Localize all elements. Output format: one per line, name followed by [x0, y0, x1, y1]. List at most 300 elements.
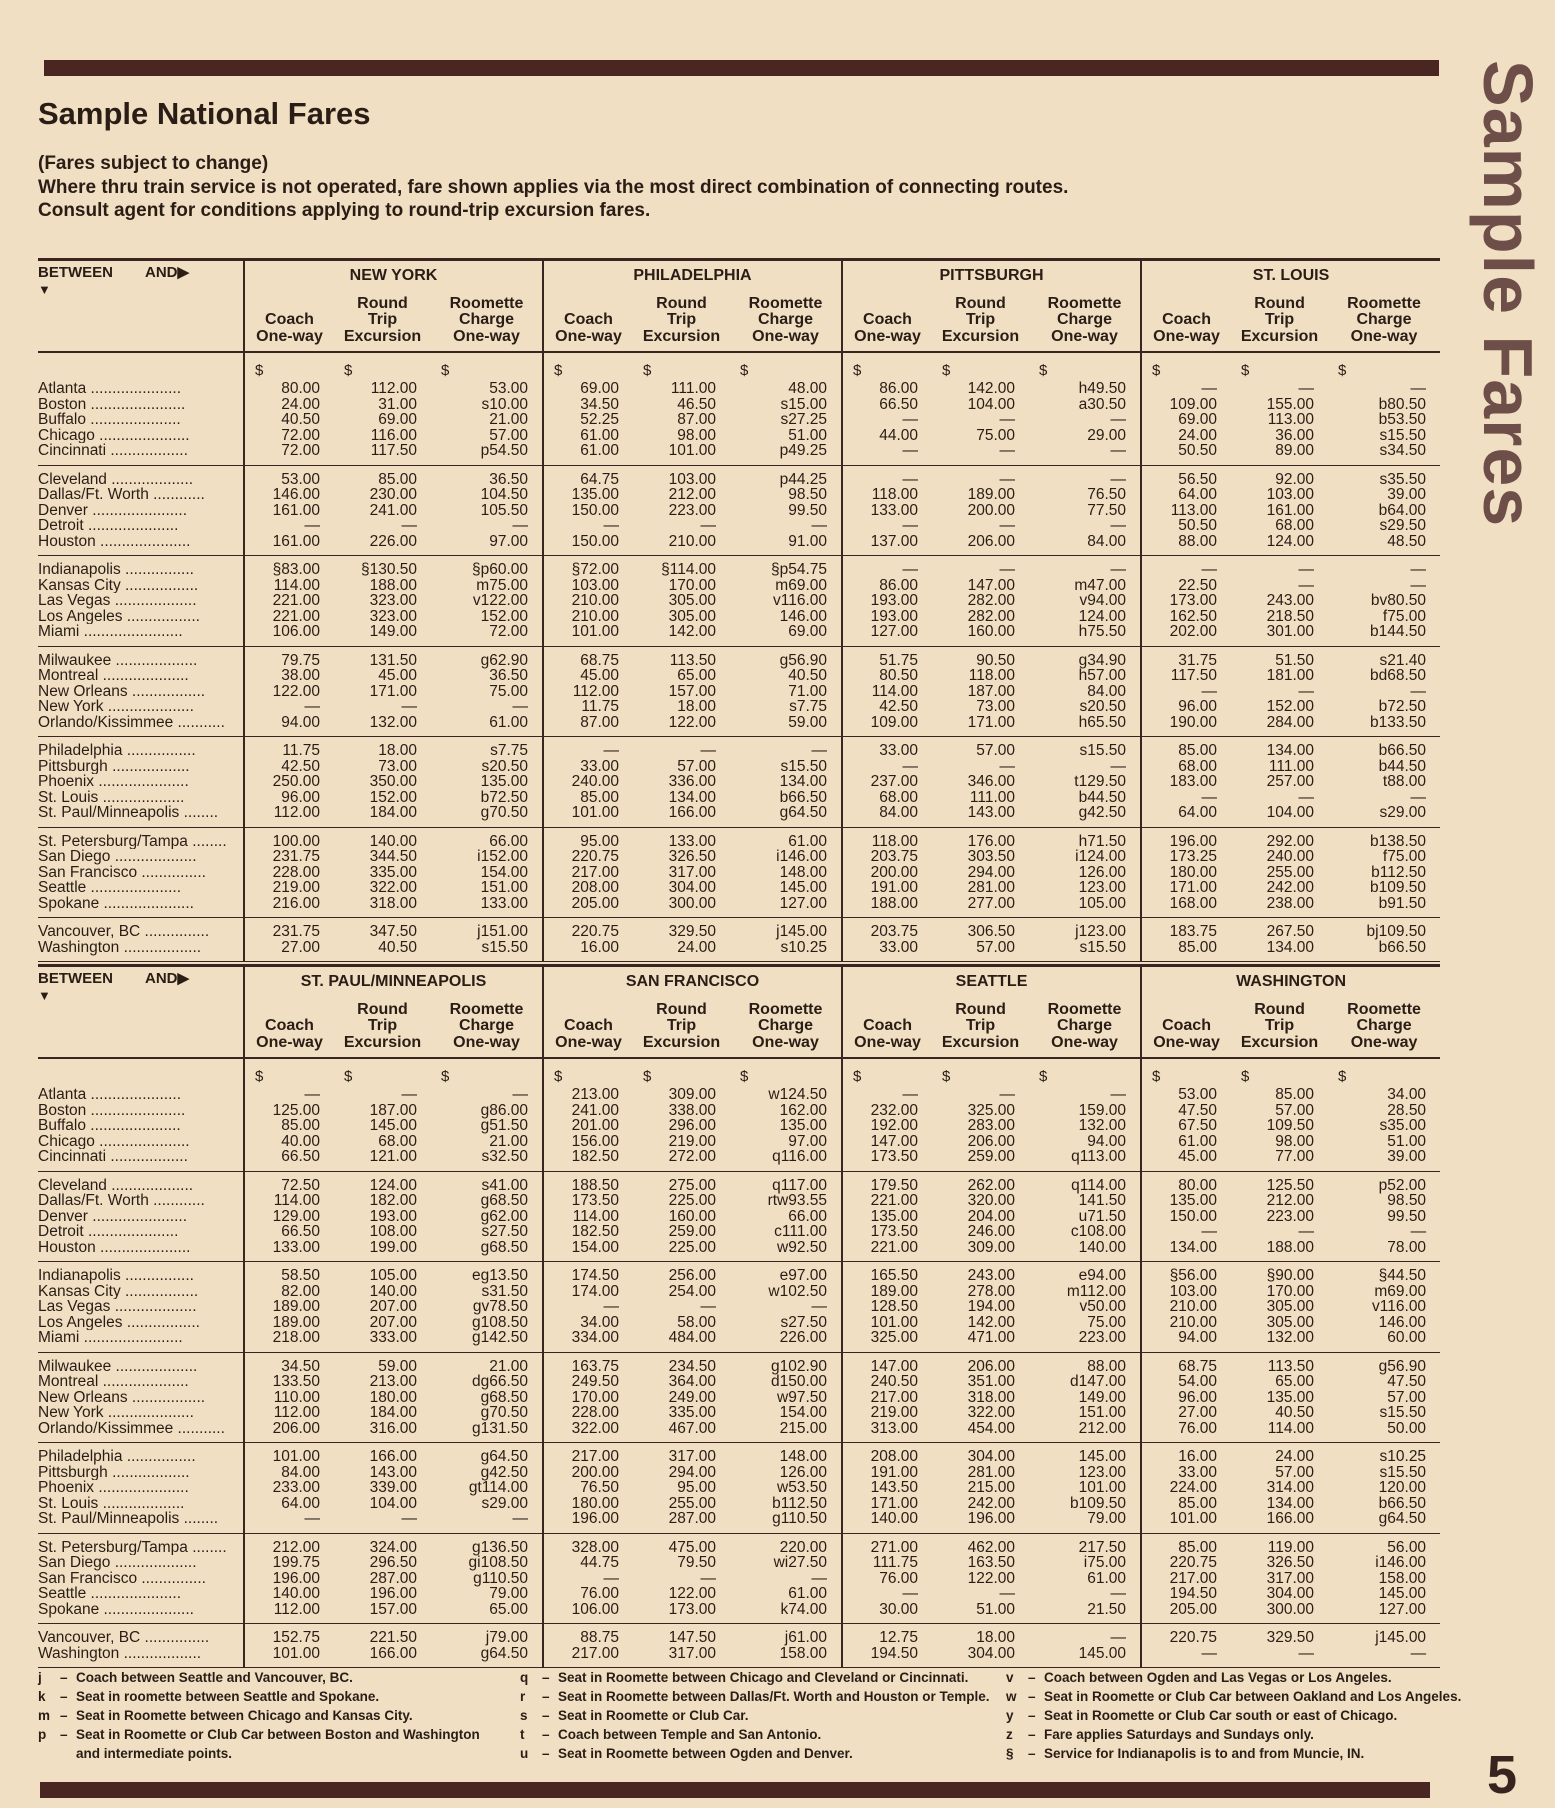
fare-value: —	[842, 1087, 932, 1103]
fare-value: 296.50	[369, 1554, 417, 1571]
fare-value: 76.50	[543, 1480, 633, 1496]
fare-value: 103.00	[543, 578, 633, 594]
fare-value: 146.00	[244, 487, 334, 503]
fare-value: —	[543, 518, 633, 534]
fare-value: 191.00	[842, 880, 932, 896]
fare-value: 206.00	[967, 1357, 1016, 1375]
fare-value: g110.50	[473, 1569, 528, 1587]
dollar-sign: $	[740, 362, 749, 379]
fare-value: j151.00	[477, 923, 528, 940]
legend-item	[38, 1687, 480, 1706]
dollar-sign: $	[643, 362, 652, 379]
and-label: AND▶	[145, 264, 190, 281]
table-row	[38, 443, 1440, 465]
column-header-coach: Coach One-way	[1141, 997, 1231, 1058]
dollar-sign: $	[1241, 1068, 1250, 1085]
fare-value: 33.00	[1141, 1465, 1231, 1481]
fare-value: 31.75	[1141, 646, 1231, 668]
fare-value: 223.00	[668, 501, 716, 519]
fare-value: 467.00	[633, 1421, 730, 1443]
fare-value: 21.00	[489, 1357, 528, 1375]
legend-text: Seat in Roomette or Club Car south or east of Chicago.	[1044, 1708, 1398, 1723]
table-row	[38, 699, 1440, 715]
fare-value: s20.50	[481, 757, 528, 775]
fare-value: 129.00	[244, 1209, 334, 1225]
destination-header: PHILADELPHIA	[543, 260, 842, 292]
and-label: AND▶	[145, 970, 190, 987]
fare-value: 77.00	[1231, 1149, 1328, 1171]
fare-value: 282.00	[967, 592, 1015, 609]
fare-value: 208.00	[543, 880, 633, 896]
legend-key: §	[1006, 1746, 1014, 1761]
fare-value: 64.75	[543, 465, 633, 487]
fare-value: 199.00	[334, 1240, 431, 1262]
fare-value: —	[512, 1086, 528, 1103]
fare-value: 98.50	[788, 486, 827, 503]
fare-value: 217.00	[543, 1443, 633, 1465]
fare-value: 51.00	[788, 426, 827, 444]
fare-value: 99.50	[1387, 1207, 1427, 1225]
fare-value: 173.50	[842, 1149, 932, 1171]
fare-value: 148.00	[779, 1448, 828, 1465]
fare-value: 180.00	[369, 1388, 417, 1406]
fare-value: —	[700, 742, 716, 759]
legend-text: Coach between Temple and San Antonio.	[558, 1727, 822, 1742]
dollar-sign: $	[441, 362, 450, 379]
fare-value: —	[543, 1571, 633, 1587]
fare-value: g68.50	[431, 1240, 543, 1262]
fare-value: —	[842, 443, 932, 465]
fare-value: 61.00	[788, 832, 827, 850]
fare-value: —	[842, 465, 932, 487]
fare-value: —	[1110, 517, 1127, 534]
table-row	[38, 1571, 1440, 1587]
fare-value: 73.00	[378, 757, 417, 775]
table-row	[38, 646, 1440, 668]
note-line: Where thru train service is not operated, fare shown applies via the most direct combination of connecting routes.	[38, 176, 1069, 198]
fare-value: 151.00	[1078, 1404, 1127, 1421]
fare-value: 112.00	[244, 1405, 334, 1421]
fare-value: 256.00	[668, 1267, 716, 1284]
fare-value: 294.00	[668, 1463, 716, 1481]
fare-value: 123.00	[1078, 879, 1127, 896]
legend-key: q	[520, 1670, 529, 1685]
fare-value: wi27.50	[773, 1554, 828, 1571]
fare-value: 133.00	[668, 832, 716, 850]
fare-value: 122.00	[668, 1585, 716, 1602]
fare-value: 66.50	[244, 1149, 334, 1171]
fare-value: 228.00	[543, 1405, 633, 1421]
fare-value: g64.50	[1328, 1511, 1440, 1533]
fare-value: 126.00	[779, 1463, 828, 1481]
fare-value: s29.00	[481, 1494, 528, 1512]
fare-value: 216.00	[244, 896, 334, 918]
fare-value: —	[1141, 684, 1231, 700]
fare-value: p52.00	[1378, 1176, 1427, 1194]
fare-value: 118.00	[842, 827, 932, 849]
fare-value: 283.00	[967, 1117, 1016, 1134]
fare-value: 206.00	[932, 534, 1029, 556]
table-row	[38, 865, 1440, 881]
fare-value: g62.00	[480, 1207, 528, 1225]
fare-value: 72.00	[244, 443, 334, 465]
fare-value: 182.50	[543, 1149, 633, 1171]
fare-value: 173.00	[633, 1602, 730, 1624]
fare-value: 155.00	[1266, 395, 1315, 413]
city-name: Houston .....................	[38, 534, 244, 556]
fare-value: 240.00	[543, 774, 633, 790]
fare-value: i152.00	[477, 848, 528, 865]
fare-value: 336.00	[668, 773, 716, 790]
fare-value: 305.00	[1266, 1313, 1315, 1331]
legend-key: v	[1006, 1670, 1014, 1685]
legend-text: Seat in Roomette between Chicago and Cleveland or Cincinnati.	[558, 1670, 969, 1685]
fare-value: b64.00	[1378, 501, 1427, 519]
fare-value: 221.00	[244, 609, 334, 625]
fare-value: 39.00	[1328, 1149, 1440, 1171]
fare-value: 275.00	[668, 1176, 716, 1194]
fare-value: 94.00	[1087, 1132, 1127, 1150]
fare-value: 44.00	[842, 428, 932, 444]
fare-value: 171.00	[369, 682, 417, 700]
fare-value: 156.00	[543, 1134, 633, 1150]
fare-value: s27.25	[780, 411, 827, 428]
fare-value: 133.00	[244, 1240, 334, 1262]
fare-value: g56.90	[1378, 1357, 1427, 1375]
legend-key: r	[520, 1689, 526, 1704]
fare-value: c108.00	[1070, 1223, 1127, 1240]
fare-value: 85.00	[1141, 1533, 1231, 1555]
side-title: Sample Fares	[1469, 60, 1547, 528]
fare-value: 322.00	[967, 1404, 1016, 1421]
fare-value: 38.00	[244, 668, 334, 684]
fare-value: —	[1298, 1223, 1315, 1240]
fare-value: 105.00	[369, 1267, 417, 1284]
city-name: Washington ..................	[38, 940, 244, 962]
fare-value: i146.00	[776, 848, 827, 865]
fare-value: b66.50	[1378, 1494, 1427, 1512]
fare-value: 255.00	[1266, 863, 1315, 881]
fare-value: —	[700, 1569, 716, 1587]
fare-value: 262.00	[967, 1176, 1016, 1194]
fare-value: i146.00	[1375, 1554, 1427, 1571]
fare-value: 64.00	[244, 1496, 334, 1512]
fare-value: 112.00	[244, 1602, 334, 1624]
legend-dash: –	[542, 1727, 550, 1742]
city-name: Chicago .....................	[38, 427, 190, 443]
fare-value: 57.00	[1275, 1101, 1315, 1119]
fare-value: f75.00	[1382, 607, 1427, 625]
fare-value: 137.00	[842, 534, 932, 556]
fare-value: —	[543, 737, 633, 759]
fare-value: —	[1410, 576, 1427, 594]
fare-value: 53.00	[244, 465, 334, 487]
legend-key: p	[38, 1727, 47, 1742]
fare-value: 313.00	[842, 1421, 932, 1443]
fare-value: 98.50	[1387, 1192, 1427, 1209]
fare-value: 134.00	[1231, 940, 1328, 962]
table-row	[38, 1390, 1440, 1406]
fare-value: 40.00	[244, 1134, 334, 1150]
fare-value: 163.75	[543, 1352, 633, 1374]
fare-value: s31.50	[481, 1282, 528, 1300]
fare-value: 147.00	[842, 1352, 932, 1374]
fare-value: 72.00	[244, 428, 334, 444]
fare-value: 168.00	[1141, 896, 1231, 918]
fare-value: 304.00	[967, 1448, 1016, 1465]
fare-value: v116.00	[772, 592, 827, 609]
city-name: Cleveland ...................	[38, 470, 194, 487]
legend-key: s	[520, 1708, 528, 1723]
column-header-coach: Coach One-way	[543, 291, 633, 352]
fare-value: q116.00	[730, 1149, 842, 1171]
fare-value: 28.50	[1387, 1101, 1427, 1119]
fare-value: 317.00	[633, 1646, 730, 1668]
fare-value: eg13.50	[471, 1267, 528, 1284]
fare-value: 68.00	[378, 1132, 417, 1150]
table-row	[38, 1533, 1440, 1555]
fare-value: §83.00	[244, 556, 334, 578]
fare-value: 191.00	[842, 1465, 932, 1481]
fare-value: —	[999, 1585, 1016, 1602]
fare-value: g110.50	[730, 1511, 842, 1533]
fare-value: 75.00	[1087, 1313, 1127, 1331]
fare-value: 462.00	[967, 1538, 1016, 1556]
down-arrow-icon: ▼	[38, 281, 51, 297]
note-line: Consult agent for conditions applying to round-trip excursion fares.	[38, 200, 651, 221]
fare-value: 101.00	[244, 1443, 334, 1465]
fare-value: s7.75	[490, 742, 528, 759]
fare-value: 75.00	[976, 426, 1015, 444]
between-label: BETWEEN	[38, 264, 113, 281]
fare-value: 42.50	[244, 759, 334, 775]
fare-value: 31.00	[378, 395, 417, 413]
fare-value: 84.00	[1029, 534, 1141, 556]
fare-value: —	[700, 1298, 716, 1315]
fare-value: b53.50	[1378, 411, 1427, 428]
fare-value: 82.00	[244, 1284, 334, 1300]
fare-value: 77.50	[1087, 501, 1127, 519]
table-row	[38, 1496, 1440, 1512]
fare-value: 18.00	[378, 742, 417, 759]
fare-value: s15.50	[431, 940, 543, 962]
city-name: Seattle .....................	[38, 1586, 181, 1602]
fare-value: 109.00	[842, 715, 932, 737]
fare-value: 189.00	[842, 1284, 932, 1300]
fare-value: i75.00	[1083, 1554, 1127, 1571]
fare-value: 140.00	[1029, 1240, 1141, 1262]
legend-item	[520, 1668, 990, 1687]
fare-value: 84.00	[1087, 682, 1127, 700]
fare-value: 112.00	[370, 380, 417, 397]
fare-value: 99.50	[788, 501, 827, 519]
fare-value: 88.00	[1087, 1357, 1127, 1375]
fare-value: j61.00	[784, 1629, 828, 1646]
fare-value: 180.00	[1141, 865, 1231, 881]
fare-value: v94.00	[1079, 592, 1127, 609]
destination-header: WASHINGTON	[1141, 966, 1440, 998]
city-name: St. Petersburg/Tampa ........	[38, 1538, 227, 1555]
table-row	[38, 428, 1440, 444]
fare-value: 119.00	[1267, 1538, 1315, 1556]
fare-value: 94.00	[244, 715, 334, 737]
fare-value: 76.00	[842, 1571, 932, 1587]
fare-value: 27.00	[244, 940, 334, 962]
fare-value: 71.00	[788, 682, 827, 700]
city-name: Atlanta .....................	[38, 381, 181, 397]
fare-value: 334.00	[543, 1330, 633, 1352]
dollar-sign: $	[441, 1068, 450, 1085]
fare-value: 46.50	[677, 395, 716, 413]
fare-value: j145.00	[776, 923, 827, 940]
city-name: Kansas City .................	[38, 577, 199, 593]
fare-value: 150.00	[1141, 1209, 1231, 1225]
fare-value: g68.50	[480, 1388, 528, 1406]
page-number: 5	[1486, 1745, 1518, 1805]
destination-header: PITTSBURGH	[842, 260, 1141, 292]
fare-value: 219.00	[842, 1405, 932, 1421]
fare-value: s15.00	[780, 395, 827, 413]
fare-value: e94.00	[1078, 1267, 1127, 1284]
fare-value: §p60.00	[471, 561, 528, 578]
fare-value: 84.00	[244, 1465, 334, 1481]
fare-value: 58.50	[244, 1262, 334, 1284]
fare-value: 454.00	[932, 1421, 1029, 1443]
fare-value: 322.00	[369, 879, 417, 896]
fare-value: 112.00	[543, 684, 633, 700]
dollar-sign: $	[643, 1068, 652, 1085]
fare-value: bv80.50	[1370, 592, 1427, 609]
column-header-roomette: Roomette Charge One-way	[449, 1000, 524, 1051]
fare-value: rtw93.55	[767, 1192, 828, 1209]
fare-value: 124.00	[1231, 534, 1328, 556]
fare-value: 213.00	[543, 1087, 633, 1103]
fare-value: —	[244, 518, 334, 534]
fare-value: 278.00	[967, 1282, 1016, 1300]
fare-value: 194.50	[1141, 1586, 1231, 1602]
city-name: Philadelphia ................	[38, 742, 196, 759]
table-row	[38, 1443, 1440, 1465]
fare-value: —	[811, 742, 827, 759]
fare-value: 36.50	[489, 470, 528, 488]
fare-value: 66.00	[489, 832, 528, 850]
fare-value: 249.00	[668, 1388, 716, 1406]
fare-value: 11.75	[244, 737, 334, 759]
fare-value: h57.00	[1078, 667, 1127, 684]
table-row	[38, 624, 1440, 646]
column-header-roundtrip: Round Trip Excursion	[642, 294, 721, 345]
fare-value: 47.50	[1387, 1373, 1427, 1390]
fare-value: 207.00	[369, 1313, 417, 1331]
fare-value: 189.00	[244, 1315, 334, 1331]
fare-value: 36.50	[489, 667, 528, 684]
fare-value: 305.00	[668, 592, 716, 609]
fare-value: 200.00	[967, 501, 1015, 519]
city-name: Orlando/Kissimmee ...........	[38, 1421, 244, 1443]
fare-value: 206.00	[967, 1132, 1016, 1150]
city-name: Los Angeles .................	[38, 608, 200, 624]
column-header-roundtrip: Round Trip Excursion	[343, 1000, 422, 1051]
city-name: San Diego ...................	[38, 1555, 197, 1571]
fare-value: b91.50	[1328, 896, 1440, 918]
fare-value: 146.00	[1378, 1313, 1427, 1331]
fare-value: s10.25	[730, 940, 842, 962]
fare-value: 165.50	[842, 1262, 932, 1284]
fare-value: g70.50	[480, 1404, 528, 1421]
fare-value: 202.00	[1141, 624, 1231, 646]
fare-value: 225.00	[633, 1240, 730, 1262]
dollar-sign: $	[1338, 362, 1347, 379]
fare-value: 60.00	[1328, 1330, 1440, 1352]
fare-value: 18.00	[677, 698, 716, 715]
fare-value: 147.50	[668, 1629, 716, 1646]
table-row	[38, 534, 1440, 556]
fare-value: 80.00	[244, 381, 334, 397]
fare-value: 296.00	[668, 1117, 716, 1134]
fare-value: c111.00	[774, 1223, 828, 1240]
fare-value: 109.00	[1141, 397, 1231, 413]
column-header-roundtrip: Round Trip Excursion	[1240, 1000, 1319, 1051]
fare-value: 316.00	[334, 1421, 431, 1443]
fare-value: 219.00	[668, 1132, 716, 1150]
table-row	[38, 381, 1440, 397]
city-name: Vancouver, BC ...............	[38, 1629, 210, 1646]
fare-value: 154.00	[779, 1404, 828, 1421]
fare-value: 190.00	[1141, 715, 1231, 737]
spacer-cell	[38, 352, 244, 381]
fare-value: v122.00	[472, 592, 528, 609]
legend-dash: –	[60, 1727, 68, 1742]
fare-value: s15.50	[1379, 1404, 1427, 1421]
city-name: Phoenix .....................	[38, 774, 189, 790]
fare-value: 205.00	[543, 896, 633, 918]
fare-value: 174.00	[543, 1284, 633, 1300]
fare-value: 210.00	[543, 609, 633, 625]
fare-value: 85.00	[244, 1118, 334, 1134]
fare-value: —	[244, 699, 334, 715]
fare-value: 50.50	[1141, 443, 1231, 465]
legend-key: w	[1006, 1689, 1017, 1704]
fare-value: 111.00	[969, 788, 1015, 806]
table-row	[38, 1118, 1440, 1134]
fare-value: s10.00	[481, 395, 528, 413]
fare-value: 111.00	[670, 380, 716, 397]
fare-value: 66.00	[788, 1207, 828, 1225]
fare-value: 45.00	[1141, 1149, 1231, 1171]
fare-value: 61.00	[788, 1585, 828, 1602]
fare-value: m69.00	[775, 576, 827, 594]
fare-value: 150.00	[543, 503, 633, 519]
fare-value: 471.00	[932, 1330, 1029, 1352]
city-name: Milwaukee ...................	[38, 1357, 198, 1374]
fare-value: 145.00	[1078, 1448, 1127, 1465]
between-and-label	[38, 260, 244, 353]
dollar-sign: $	[344, 362, 353, 379]
fare-value: f75.00	[1382, 848, 1427, 865]
fare-value: 33.00	[842, 940, 932, 962]
table-row	[38, 1209, 1440, 1225]
legend-text-continued: and intermediate points.	[76, 1746, 233, 1761]
fare-value: §72.00	[543, 556, 633, 578]
fare-value: 84.00	[842, 805, 932, 827]
legend-item	[38, 1706, 480, 1725]
fare-value: 51.00	[932, 1602, 1029, 1624]
fare-value: s20.50	[1079, 698, 1127, 715]
fare-value: —	[1298, 576, 1315, 594]
legend-item	[520, 1744, 990, 1763]
fare-value: 152.00	[480, 607, 528, 625]
fare-value: 114.00	[543, 1209, 633, 1225]
